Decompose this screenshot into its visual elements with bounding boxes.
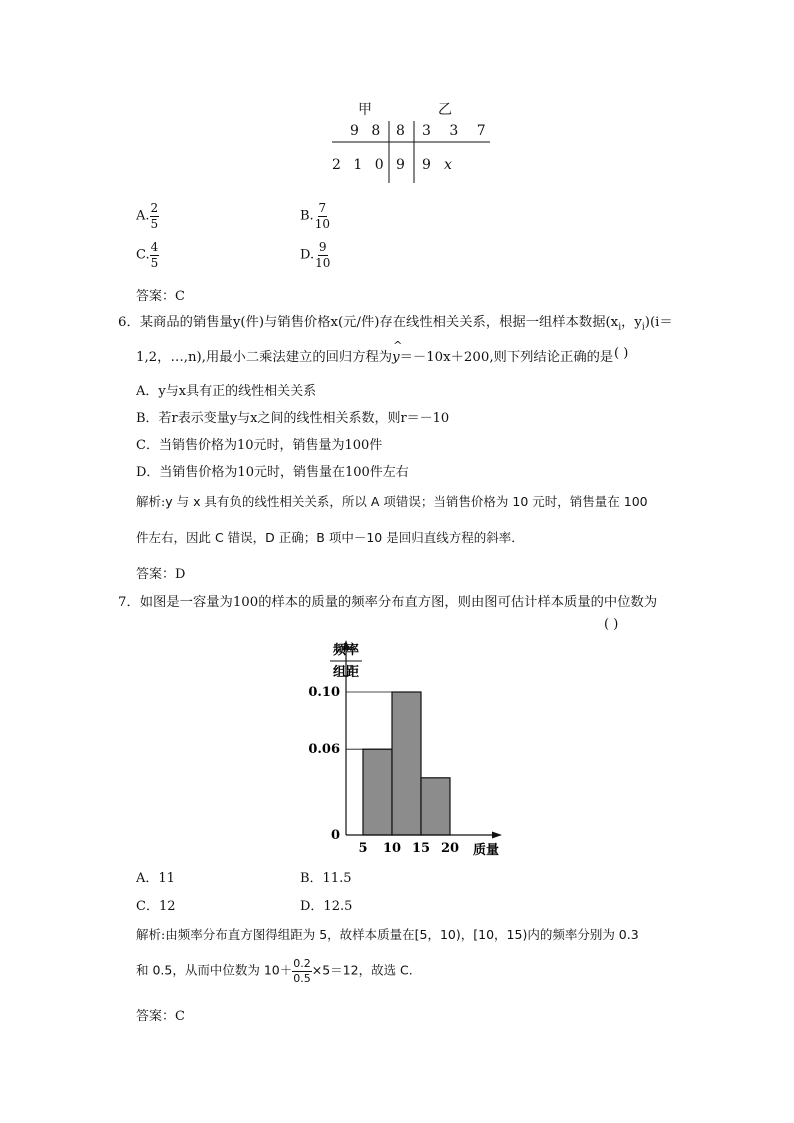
x-axis-label: 质量	[472, 843, 500, 858]
q5-option-c-den: 5	[150, 255, 159, 270]
q7-analysis-frac-num: 0.2	[293, 957, 311, 970]
histogram-bar	[421, 778, 450, 835]
stem-leaf-row1-right: 3 3 7	[422, 123, 493, 139]
q5-option-d-label: D.	[300, 247, 315, 263]
q6-stem-line1	[118, 311, 673, 333]
q5-option-d-den: 10	[315, 255, 331, 270]
stem-leaf-head-right: 乙	[438, 102, 452, 118]
q5-option-d	[300, 241, 331, 269]
q7-analysis-text1: 由频率分布直方图得组距为 5，故样本质量在[5，10)，[10，15)内的频率分别为 0.3	[165, 927, 639, 942]
q5-option-c-num: 4	[150, 240, 159, 254]
x-axis-arrow	[492, 832, 502, 839]
stem-leaf-row2-left: 2 1 0	[332, 157, 388, 173]
q7-analysis-frac-den: 0.5	[293, 971, 311, 985]
q6-line2-yhat: ^ y	[392, 350, 400, 365]
q7-analysis2-pre: 和 0.5，从而中位数为 10＋	[136, 962, 293, 978]
x-tick-label: 15	[411, 841, 431, 856]
q5-option-a-den: 5	[150, 216, 159, 231]
stem-leaf-row1-left: 9 8	[350, 123, 385, 139]
stem-leaf-row2-right-digit: 9	[422, 157, 431, 173]
q6-analysis-line2: 件左右，因此 C 错误，D 正确；B 项中－10 是回归直线方程的斜率．	[136, 530, 524, 545]
x-tick-label: 5	[358, 841, 368, 856]
x-tick-label: 10	[382, 841, 402, 856]
q5-option-b	[300, 202, 331, 230]
q6-stem-line2	[136, 346, 613, 365]
y-axis-label-num: 频率	[332, 643, 360, 658]
q5-option-b-fraction	[314, 202, 331, 230]
q6-analysis-label: 解析:	[136, 494, 166, 509]
x-tick-label: 20	[440, 841, 460, 856]
q6-line1-end: )(i＝	[644, 315, 673, 330]
q6-option-c: C．当销售价格为10元时，销售量为100件	[136, 438, 383, 453]
q7-analysis-label: 解析:	[136, 927, 166, 942]
q5-option-b-num: 7	[318, 201, 327, 215]
y-tick-label: 0.10	[308, 685, 340, 700]
stem-leaf-lines	[330, 95, 495, 185]
y-axis-label-den: 组距	[332, 665, 360, 680]
q5-option-d-num: 9	[318, 240, 327, 254]
q6-answer	[136, 563, 185, 582]
q5-option-c-label: C.	[136, 247, 150, 263]
q7-answer-value: C	[175, 1009, 185, 1024]
q6-line2-start: 1,2，…,n),用最小二乘法建立的回归方程为	[136, 350, 393, 365]
q5-option-b-label: B.	[300, 208, 314, 224]
q7-analysis-line2	[136, 958, 413, 984]
q7-answer-label: 答案：	[136, 1009, 176, 1024]
y-tick-label: 0.06	[308, 742, 340, 758]
q6-line1-sub2: i	[641, 322, 645, 333]
q6-analysis-line1	[136, 492, 648, 510]
q5-option-a	[136, 202, 159, 230]
q5-answer-value: C	[175, 289, 185, 304]
q7-option-d: D．12.5	[300, 899, 353, 914]
q6-analysis-text1: y 与 x 具有负的线性相关关系，所以 A 项错误；当销售价格为 10 元时，销售量在 100	[165, 494, 648, 509]
stem-leaf-row2-stem: 9	[396, 157, 405, 173]
q5-option-d-fraction	[314, 241, 331, 269]
q7-analysis-line1	[136, 925, 639, 943]
histogram-bar	[363, 749, 392, 835]
q7-answer	[136, 1005, 185, 1024]
q6-answer-label: 答案：	[136, 567, 176, 582]
q7-stem: 7．如图是一容量为100的样本的质量的频率分布直方图，则由图可估计样本质量的中位数为	[118, 595, 658, 610]
y-tick-label: 0	[330, 828, 340, 843]
q6-option-a: A．y与x具有正的线性相关关系	[136, 384, 317, 399]
q5-option-b-den: 10	[314, 216, 330, 231]
q5-option-c-fraction	[150, 241, 160, 269]
frequency-histogram	[300, 630, 530, 862]
q5-option-a-num: 2	[150, 201, 159, 215]
q7-answer-bracket: ( )	[604, 617, 619, 632]
stem-leaf-head-left: 甲	[358, 102, 372, 118]
q7-option-b: B．11.5	[300, 871, 352, 886]
q5-option-c	[136, 241, 159, 269]
q6-option-d: D．当销售价格为10元时，销售量在100件左右	[136, 465, 409, 480]
stem-leaf-row1-stem: 8	[396, 123, 405, 139]
stem-leaf-plot	[330, 95, 495, 185]
q5-option-a-fraction	[150, 202, 160, 230]
q6-line2-end: ＝－10x＋200,则下列结论正确的是	[399, 350, 614, 365]
q5-option-a-label: A.	[136, 208, 150, 224]
q7-option-a: A．11	[136, 871, 175, 886]
q6-option-b: B．若r表示变量y与x之间的线性相关系数，则r＝－10	[136, 411, 450, 426]
q6-line1-sub1: i	[618, 322, 622, 333]
stem-leaf-row2-right-var: x	[444, 157, 452, 173]
histogram-bar	[392, 692, 421, 835]
q7-option-c: C．12	[136, 899, 176, 914]
q5-answer	[136, 285, 185, 304]
q6-answer-value: D	[175, 567, 186, 582]
q6-line1-text: 6．某商品的销售量y(件)与销售价格x(元/件)存在线性相关关系，根据一组样本数据(x	[118, 315, 619, 330]
q5-answer-label: 答案：	[136, 289, 176, 304]
q7-analysis2-post: ×5＝12，故选 C.	[311, 962, 413, 978]
q7-analysis-fraction	[292, 958, 312, 984]
q6-answer-bracket: ( )	[614, 346, 629, 361]
q6-line1-mid: ，y	[621, 315, 642, 330]
